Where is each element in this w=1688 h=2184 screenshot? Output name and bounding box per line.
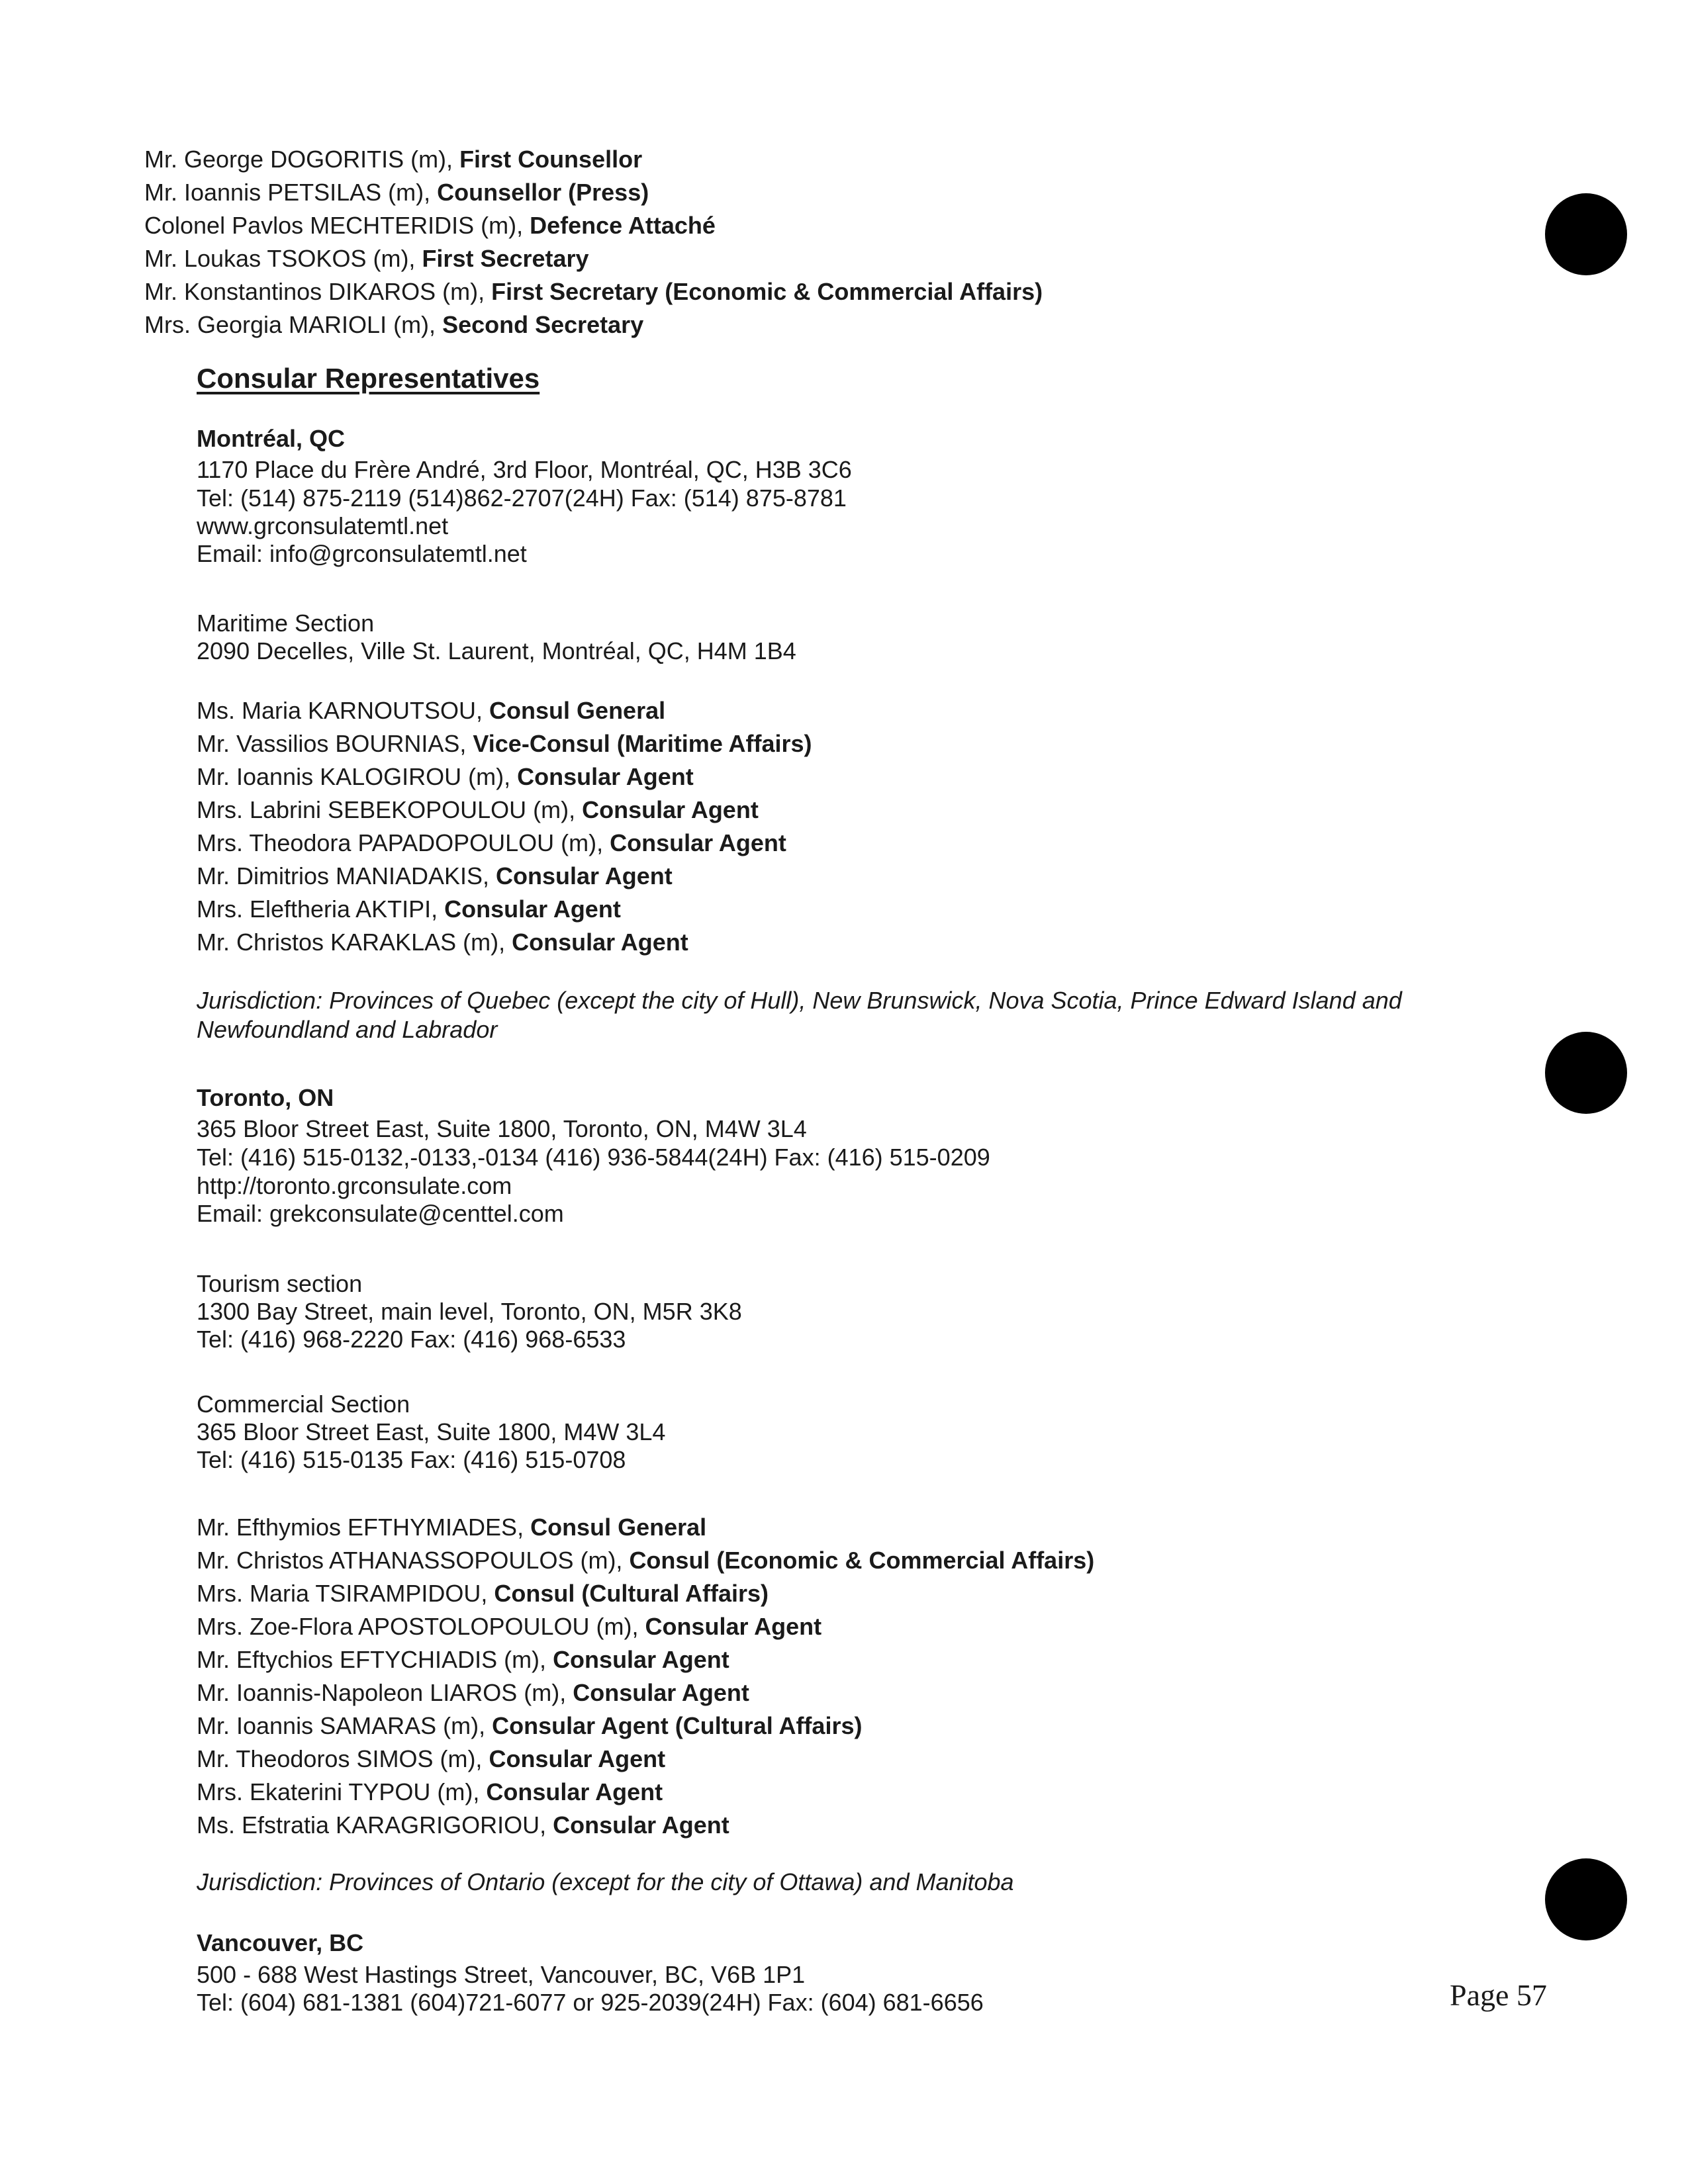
commercial-section-address: 365 Bloor Street East, Suite 1800, M4W 3L4 <box>197 1418 666 1445</box>
punch-hole <box>1545 193 1627 275</box>
consulate-email: Email: info@grconsulatemtl.net <box>197 540 527 567</box>
punch-hole <box>1545 1032 1627 1114</box>
staff-entry: Mrs. Ekaterini TYPOU (m), Consular Agent <box>197 1778 663 1805</box>
maritime-section-address: 2090 Decelles, Ville St. Laurent, Montréal, QC, H4M 1B4 <box>197 637 796 664</box>
consulate-email: Email: grekconsulate@centtel.com <box>197 1200 564 1227</box>
staff-entry: Mr. Vassilios BOURNIAS, Vice-Consul (Maritime Affairs) <box>197 730 812 757</box>
staff-entry: Mr. George DOGORITIS (m), First Counsellor <box>144 146 643 173</box>
staff-entry: Mrs. Zoe-Flora APOSTOLOPOULOU (m), Consular Agent <box>197 1613 822 1640</box>
staff-entry: Mr. Ioannis PETSILAS (m), Counsellor (Press) <box>144 179 649 206</box>
staff-entry: Mr. Ioannis KALOGIROU (m), Consular Agent <box>197 763 694 790</box>
staff-entry: Mrs. Maria TSIRAMPIDOU, Consul (Cultural Affairs) <box>197 1580 769 1607</box>
punch-hole <box>1545 1858 1627 1940</box>
staff-entry: Mr. Christos ATHANASSOPOULOS (m), Consul (Economic & Commercial Affairs) <box>197 1547 1095 1574</box>
consulate-phones: Tel: (604) 681-1381 (604)721-6077 or 925-2039(24H) Fax: (604) 681-6656 <box>197 1989 984 2016</box>
staff-entry: Mr. Loukas TSOKOS (m), First Secretary <box>144 245 589 272</box>
staff-entry: Mrs. Theodora PAPADOPOULOU (m), Consular Agent <box>197 829 786 856</box>
maritime-section-label: Maritime Section <box>197 610 375 637</box>
staff-entry: Ms. Efstratia KARAGRIGORIOU, Consular Agent <box>197 1811 729 1839</box>
consulate-city: Toronto, ON <box>197 1084 334 1111</box>
staff-entry: Mr. Ioannis SAMARAS (m), Consular Agent (Cultural Affairs) <box>197 1712 863 1739</box>
tourism-section-address: 1300 Bay Street, main level, Toronto, ON, M5R 3K8 <box>197 1298 742 1325</box>
staff-entry: Mrs. Georgia MARIOLI (m), Second Secretary <box>144 311 644 338</box>
staff-entry: Mr. Christos KARAKLAS (m), Consular Agent <box>197 929 688 956</box>
staff-entry: Mr. Konstantinos DIKAROS (m), First Secretary (Economic & Commercial Affairs) <box>144 278 1043 305</box>
staff-entry: Mr. Dimitrios MANIADAKIS, Consular Agent <box>197 862 673 889</box>
staff-entry: Colonel Pavlos MECHTERIDIS (m), Defence Attaché <box>144 212 716 239</box>
consulate-city: Vancouver, BC <box>197 1929 364 1956</box>
commercial-section-phones: Tel: (416) 515-0135 Fax: (416) 515-0708 <box>197 1446 626 1473</box>
staff-entry: Mr. Efthymios EFTHYMIADES, Consul General <box>197 1514 707 1541</box>
page-number: Page 57 <box>1450 1978 1547 2012</box>
consulate-address: 1170 Place du Frère André, 3rd Floor, Montréal, QC, H3B 3C6 <box>197 456 852 483</box>
consulate-address: 365 Bloor Street East, Suite 1800, Toronto, ON, M4W 3L4 <box>197 1115 807 1142</box>
cut-off-text-line <box>195 2037 420 2042</box>
consulate-address: 500 - 688 West Hastings Street, Vancouver, BC, V6B 1P1 <box>197 1961 806 1988</box>
staff-entry: Mr. Theodoros SIMOS (m), Consular Agent <box>197 1745 666 1772</box>
tourism-section-label: Tourism section <box>197 1270 363 1297</box>
staff-entry: Mr. Eftychios EFTYCHIADIS (m), Consular Agent <box>197 1646 729 1673</box>
jurisdiction-note: Jurisdiction: Provinces of Ontario (except for the city of Ottawa) and Manitoba <box>197 1868 1014 1895</box>
jurisdiction-note: Newfoundland and Labrador <box>197 1016 498 1043</box>
staff-entry: Mr. Ioannis-Napoleon LIAROS (m), Consular Agent <box>197 1679 749 1706</box>
consulate-city: Montréal, QC <box>197 425 346 452</box>
tourism-section-phones: Tel: (416) 968-2220 Fax: (416) 968-6533 <box>197 1326 626 1353</box>
section-heading: Consular Representatives <box>197 363 540 394</box>
jurisdiction-note: Jurisdiction: Provinces of Quebec (except the city of Hull), New Brunswick, Nova Scotia, Prince Edward Island and <box>197 987 1402 1014</box>
staff-entry: Mrs. Labrini SEBEKOPOULOU (m), Consular Agent <box>197 796 759 823</box>
consulate-phones: Tel: (416) 515-0132,-0133,-0134 (416) 936-5844(24H) Fax: (416) 515-0209 <box>197 1144 990 1171</box>
commercial-section-label: Commercial Section <box>197 1390 410 1418</box>
consulate-phones: Tel: (514) 875-2119 (514)862-2707(24H) Fax: (514) 875-8781 <box>197 484 847 512</box>
consulate-website: www.grconsulatemtl.net <box>197 512 449 539</box>
consulate-website: http://toronto.grconsulate.com <box>197 1172 512 1199</box>
staff-entry: Mrs. Eleftheria AKTIPI, Consular Agent <box>197 895 621 923</box>
staff-entry: Ms. Maria KARNOUTSOU, Consul General <box>197 697 666 724</box>
